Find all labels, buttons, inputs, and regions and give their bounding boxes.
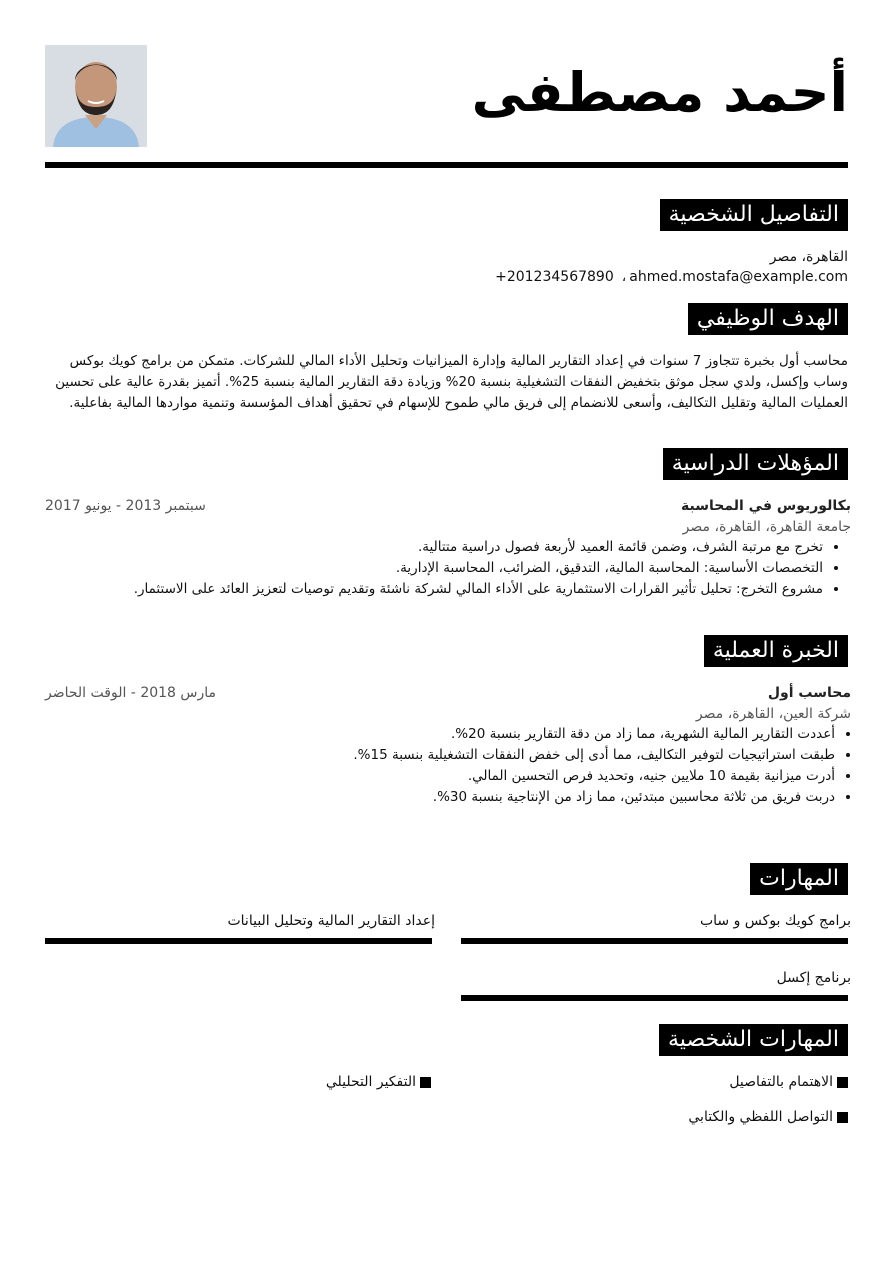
- list-item: • تخرج مع مرتبة الشرف، وضمن قائمة العميد لأربعة فصول دراسية متتالية.: [51, 537, 823, 558]
- soft-skill-item: [688, 1107, 848, 1127]
- section-heading-education: المؤهلات الدراسية: [663, 448, 848, 480]
- email-link[interactable]: ahmed.mostafa@example.com: [629, 269, 848, 285]
- institution-name: جامعة القاهرة، القاهرة، مصر: [682, 519, 851, 535]
- experience-dates: مارس 2018 - الوقت الحاضر: [45, 685, 217, 701]
- square-bullet-icon: [837, 1077, 848, 1088]
- section-heading-personal: التفاصيل الشخصية: [660, 199, 848, 231]
- list-item: • أدرت ميزانية بقيمة 10 ملايين جنيه، وتحديد فرص التحسين المالي.: [53, 766, 835, 787]
- soft-skill-label: التفكير التحليلي: [325, 1074, 416, 1090]
- full-name: أحمد مصطفى: [471, 61, 848, 124]
- square-bullet-icon: [420, 1077, 431, 1088]
- header-divider: [45, 162, 848, 168]
- section-heading-objective: الهدف الوظيفي: [688, 303, 848, 335]
- section-heading-experience: الخبرة العملية: [704, 635, 848, 667]
- list-item: • التخصصات الأساسية: المحاسبة المالية، التدقيق، الضرائب، المحاسبة الإدارية.: [51, 558, 823, 579]
- degree-title: بكالوريوس في المحاسبة: [681, 498, 851, 514]
- list-item: • دربت فريق من ثلاثة محاسبين مبتدئين، مما زاد من الإنتاجية بنسبة 30%.: [53, 787, 835, 808]
- list-item: • مشروع التخرج: تحليل تأثير القرارات الاستثمارية على الأداء المالي لشركة ناشئة وتقديم توصيات لتعزيز العائد على الاستثمار.: [51, 579, 823, 600]
- skill-bar: [461, 938, 848, 944]
- education-bullets: [51, 537, 841, 600]
- skill-bar: [461, 995, 848, 1001]
- soft-skill-label: الاهتمام بالتفاصيل: [729, 1074, 833, 1090]
- list-item: • أعددت التقارير المالية الشهرية، مما زاد من دقة التقارير بنسبة 20%.: [53, 724, 835, 745]
- section-heading-skills: المهارات: [750, 863, 848, 895]
- location-text: القاهرة، مصر: [769, 249, 848, 265]
- job-title: محاسب أول: [767, 685, 851, 701]
- objective-text: محاسب أول بخبرة تتجاوز 7 سنوات في إعداد التقارير المالية وإدارة الميزانيات وتحليل الأداء المالي للشركات. متمكن من برامج كويك بوكس وساب وإكسل، ولدي سجل موثق بتخفيض النفقات التشغيلية بنسبة 20% وزيادة دقة التقارير المالية بنسبة 25%. أتميز بقدرة عالية على تحسين العمليات المالية وتقليل التكاليف، وأسعى للانضمام إلى فريق مالي طموح للإسهام في تحقيق أهداف المؤسسة وتنمية مواردها المالية بفاعلية.: [55, 353, 848, 411]
- soft-skill-label: التواصل اللفظي والكتابي: [688, 1109, 833, 1125]
- contact-line: [495, 267, 848, 287]
- education-dates: سبتمبر 2013 - يونيو 2017: [45, 498, 206, 514]
- person-photo-icon: [45, 45, 147, 147]
- soft-skill-item: [326, 1072, 431, 1092]
- company-name: شركة العين، القاهرة، مصر: [695, 706, 851, 722]
- skill-bar: [45, 938, 432, 944]
- list-item: • طبقت استراتيجيات لتوفير التكاليف، مما أدى إلى خفض النفقات التشغيلية بنسبة 15%.: [53, 745, 835, 766]
- phone-text[interactable]: +201234567890: [495, 269, 614, 285]
- contact-separator: ،: [621, 269, 627, 285]
- profile-photo: [45, 45, 147, 147]
- skill-label: برامج كويك بوكس و ساب: [699, 913, 851, 929]
- square-bullet-icon: [837, 1112, 848, 1123]
- section-heading-soft-skills: المهارات الشخصية: [659, 1024, 848, 1056]
- skill-label: برنامج إكسل: [776, 970, 851, 986]
- experience-bullets: [53, 724, 853, 808]
- soft-skill-item: [729, 1072, 848, 1092]
- skill-label: إعداد التقارير المالية وتحليل البيانات: [227, 913, 435, 929]
